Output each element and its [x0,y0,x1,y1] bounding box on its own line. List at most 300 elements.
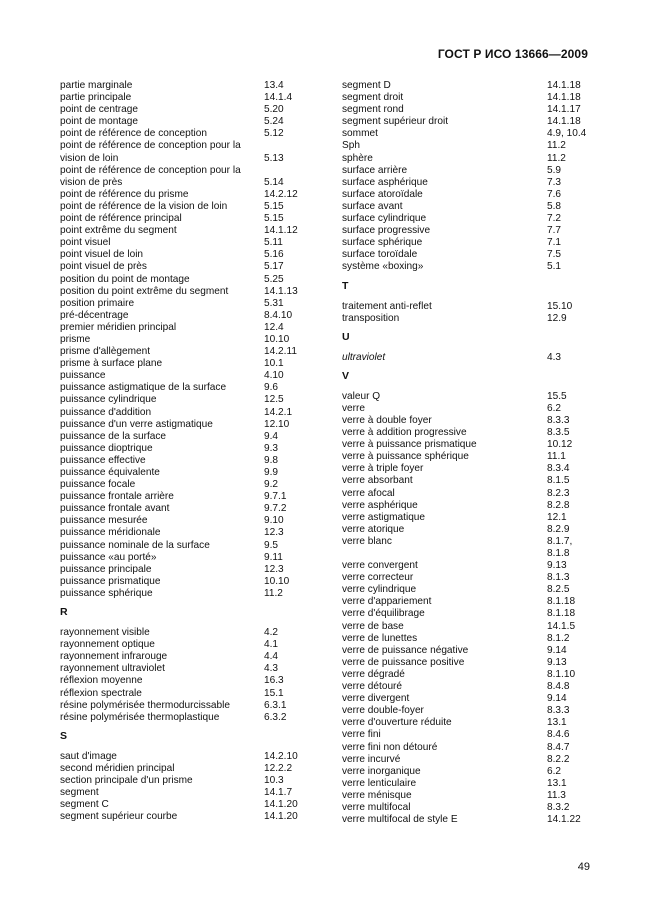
index-reference: 8.3.5 [547,427,570,439]
index-entry [342,645,587,657]
index-entry [342,92,587,104]
index-reference: 9.7.1 [264,491,287,503]
index-entry [60,700,304,712]
index-term: segment [60,787,99,799]
index-entry [60,140,304,164]
index-reference: 14.1.18 [547,116,581,128]
index-entry [60,663,304,675]
index-term: puissance sphérique [60,587,153,599]
index-term: point de référence de la vision de loin [60,200,228,212]
index-term: verre à addition progressive [342,427,467,439]
index-section-letter: U [342,330,350,343]
index-entry [60,189,304,201]
index-reference: 8.4.10 [264,309,293,321]
index-reference: 5.15 [264,200,284,212]
index-term: résine polymérisée thermoplastique [60,711,220,723]
index-section-letter: S [60,729,68,742]
index-reference: 9.14 [547,644,567,656]
index-entry [342,427,587,439]
index-term: point de référence principal [60,213,182,225]
index-term: rayonnement visible [60,627,150,639]
index-term: point extrême du segment [60,225,177,237]
index-reference: 14.1.18 [547,92,581,104]
index-entry [342,80,587,92]
index-reference: 5.24 [264,116,284,128]
index-reference: 11.2 [264,587,283,599]
index-term: segment D [342,80,391,91]
index-reference: 6.3.1 [264,699,287,711]
index-reference: 8.1.2 [547,632,570,644]
index-reference: 14.1.12 [264,225,298,237]
index-reference: 13.1 [547,717,567,729]
index-term: résine polymérisée thermodurcissable [60,699,230,711]
index-reference: 12.10 [264,418,290,430]
index-reference: 11.1 [547,451,566,463]
index-term: partie marginale [60,80,133,91]
index-reference: 5.1 [547,261,562,273]
index-reference: 5.25 [264,273,284,285]
index-reference: 9.10 [264,515,284,527]
index-term [342,548,547,560]
index-reference: 9.8 [264,454,279,466]
index-reference: 5.17 [264,261,284,273]
index-entry [60,491,304,503]
index-term: prisme d'allègement [60,346,151,358]
index-term: verre inorganique [342,765,421,777]
index-reference: 12.2.2 [264,762,293,774]
index-reference: 5.31 [264,297,284,309]
index-entry [60,576,304,588]
index-entry [60,515,304,527]
index-entry [60,503,304,515]
index-reference: 5.15 [264,213,284,225]
index-entry [60,675,304,687]
index-term: puissance [60,370,106,382]
index-reference: 14.1.18 [547,80,581,91]
index-reference: 10.10 [264,575,290,587]
index-term: verre astigmatique [342,511,426,523]
index-reference: 8.4.6 [547,729,570,741]
index-entry [60,775,304,787]
index-entry [342,488,587,500]
index-term: puissance frontale avant [60,503,170,515]
index-term: verre d'ouverture réduite [342,717,452,729]
index-reference: 8.1.3 [547,572,570,584]
index-entry [342,116,587,128]
index-term: verre absorbant [342,475,413,487]
index-reference: 8.3.4 [547,463,570,475]
index-term: traitement anti-reflet [342,300,432,312]
index-entry [342,165,587,177]
index-reference: 8.1.18 [547,596,576,608]
index-entry [342,596,587,608]
index-reference: 14.1.5 [547,620,576,632]
index-term: verre d'équilibrage [342,608,425,620]
index-term: rayonnement infrarouge [60,651,168,663]
index-term: puissance équivalente [60,467,160,478]
index-entry [342,439,587,451]
index-reference: 8.2.9 [547,523,570,535]
index-reference: 7.1 [547,237,562,249]
index-term: surface arrière [342,164,408,176]
index-term: verre de lunettes [342,632,418,644]
index-term: puissance effective [60,454,146,466]
index-entry [342,153,587,165]
index-entry [60,261,304,273]
index-entry [342,391,587,403]
index-term: verre détouré [342,681,403,693]
index-entry [60,787,304,799]
index-term: verre asphérique [342,499,418,511]
index-reference: 14.2.1 [264,406,293,418]
index-reference: 8.3.3 [547,705,570,717]
index-term: segment supérieur courbe [60,811,178,823]
index-term: verre à triple foyer [342,463,424,475]
index-entry [60,382,304,394]
index-reference: 9.13 [547,656,567,668]
index-reference: 8.4.7 [547,741,570,753]
index-reference: 4.1 [264,639,279,651]
index-term: valeur Q [342,390,381,402]
index-term: verre à double foyer [342,414,432,426]
index-entry [342,475,587,487]
index-term: surface asphérique [342,176,428,188]
index-term: puissance mesurée [60,515,148,527]
index-term: point de montage [60,116,139,128]
index-term: point de référence de conception pour la vision de près [60,164,241,188]
index-entry [60,431,304,443]
index-entry [342,729,587,741]
index-reference: 4.3 [264,663,279,675]
index-term: puissance dioptrique [60,442,153,454]
index-term: partie principale [60,92,132,104]
index-reference: 9.4 [264,430,279,442]
index-term: verre lenticulaire [342,777,417,789]
index-reference: 14.1.20 [264,811,298,823]
index-term: puissance prismatique [60,575,161,587]
index-term: puissance frontale arrière [60,491,174,503]
index-reference: 4.3 [547,351,562,363]
index-entry [342,669,587,681]
index-reference: 9.13 [547,560,567,572]
index-entry [60,688,304,700]
index-term: Sph [342,140,360,152]
index-reference: 6.2 [547,765,562,777]
index-reference: 8.1.18 [547,608,576,620]
index-reference: 10.12 [547,439,573,451]
index-entry [60,92,304,104]
index-reference: 4.10 [264,370,284,382]
index-term: verre incurvé [342,753,401,765]
index-term: point de référence de conception pour la vision de loin [60,140,241,164]
index-entry [342,500,587,512]
index-entry [60,455,304,467]
index-reference: 8.1.8 [547,548,570,559]
index-reference: 16.3 [264,675,284,687]
document-header: ГОСТ Р ИСО 13666—2009 [437,47,588,61]
index-entry [342,104,587,116]
index-reference: 8.3.2 [547,801,570,813]
index-entry [342,512,587,524]
index-reference: 14.1.4 [264,92,293,104]
index-term: verre d'appariement [342,596,432,608]
index-reference: 14.1.22 [547,814,581,826]
index-reference: 12.9 [547,312,567,324]
index-entry [342,681,587,693]
index-reference: 12.1 [547,511,567,523]
index-entry [342,742,587,754]
index-term: verre convergent [342,560,418,572]
index-entry [60,346,304,358]
index-term: verre cylindrique [342,584,417,596]
index-reference: 7.6 [547,188,562,200]
index-term: puissance «au porté» [60,551,157,563]
index-reference: 8.1.10 [547,668,576,680]
index-term: segment droit [342,92,404,104]
index-entry [342,415,587,427]
index-entry [342,225,587,237]
index-term: point visuel [60,237,111,249]
index-entry [60,627,304,639]
index-entry [60,527,304,539]
index-reference: 15.10 [547,300,573,312]
index-reference: 9.14 [547,693,567,705]
index-entry [342,403,587,415]
index-entry [342,766,587,778]
index-entry [60,479,304,491]
index-reference: 9.7.2 [264,503,287,515]
index-entry [60,358,304,370]
index-entry [342,778,587,790]
index-reference: 8.2.3 [547,487,570,499]
index-term: surface atoroïdale [342,188,423,200]
index-entry [342,524,587,536]
index-term: surface sphérique [342,237,423,249]
index-entry [342,560,587,572]
index-reference: 8.1.7, [547,535,573,547]
index-entry [60,80,304,92]
index-term: surface toroïdale [342,249,418,261]
index-reference: 5.20 [264,104,284,116]
index-term: verre atorique [342,523,405,535]
index-entry [60,249,304,261]
index-reference: 5.14 [264,176,284,188]
index-entry [342,790,587,802]
index-term: puissance de la surface [60,430,167,442]
index-entry [60,467,304,479]
index-term: réflexion moyenne [60,675,143,687]
index-entry [60,419,304,431]
index-reference: 10.3 [264,774,284,786]
index-term: verre divergent [342,693,410,705]
index-entry [342,584,587,596]
index-entry [60,165,304,189]
index-entry [60,763,304,775]
index-term: point de référence de conception [60,128,208,140]
index-term: second méridien principal [60,762,175,774]
index-term: réflexion spectrale [60,687,142,699]
index-reference: 9.5 [264,539,279,551]
index-term: puissance nominale de la surface [60,539,210,551]
index-entry [60,310,304,322]
index-reference: 5.16 [264,249,284,261]
index-entry [60,213,304,225]
index-reference: 9.3 [264,442,279,454]
index-entry [60,588,304,600]
index-reference: 12.5 [264,394,284,406]
index-entry [60,540,304,552]
index-reference: 8.2.8 [547,499,570,511]
index-entry [342,128,587,140]
index-reference: 10.10 [264,333,290,345]
index-entry [342,201,587,213]
index-reference: 5.11 [264,237,283,249]
index-entry [342,693,587,705]
index-entry [342,814,587,826]
index-reference: 9.6 [264,382,279,394]
index-reference: 6.2 [547,402,562,414]
index-reference: 7.7 [547,225,562,237]
index-entry [342,572,587,584]
index-reference: 12.3 [264,527,284,539]
index-entry [60,286,304,298]
index-column-right [342,80,587,826]
index-term: verre multifocal de style E [342,814,458,826]
index-entry [342,754,587,766]
index-entry [60,407,304,419]
index-reference: 5.9 [547,164,562,176]
index-term: verre dégradé [342,668,405,680]
index-term: surface avant [342,200,403,212]
index-reference: 9.2 [264,479,279,491]
index-term: verre multifocal [342,801,411,813]
index-term: verre de puissance positive [342,656,465,668]
index-reference: 7.5 [547,249,562,261]
index-term: pré-décentrage [60,309,129,321]
index-term: puissance d'addition [60,406,152,418]
index-term: surface progressive [342,225,431,237]
index-term: position primaire [60,297,135,309]
index-reference: 8.2.5 [547,584,570,596]
index-reference: 9.11 [264,551,283,563]
index-entry [60,564,304,576]
index-entry [342,140,587,152]
index-entry [342,237,587,249]
index-entry [60,237,304,249]
index-reference: 14.2.12 [264,188,298,200]
index-reference: 14.1.7 [264,787,293,799]
index-reference: 4.9, 10.4 [547,128,587,140]
index-reference: 4.2 [264,627,279,639]
index-entry [342,451,587,463]
index-reference: 8.4.8 [547,681,570,693]
index-term: rayonnement optique [60,639,155,651]
index-reference: 11.2 [547,152,566,164]
index-term: point de centrage [60,104,139,116]
index-term: verre à puissance prismatique [342,439,477,451]
index-reference: 12.3 [264,563,284,575]
index-entry [342,189,587,201]
index-entry [342,352,587,364]
index-entry [342,313,587,325]
index-entry [60,552,304,564]
index-reference: 10.1 [264,358,284,370]
index-entry [342,213,587,225]
index-term: premier méridien principal [60,321,177,333]
index-entry [60,274,304,286]
index-reference: 7.3 [547,176,562,188]
index-term: sommet [342,128,378,140]
index-term: saut d'image [60,750,117,762]
index-term: système «boxing» [342,261,424,273]
index-entry [342,621,587,633]
index-entry [60,322,304,334]
index-term: verre correcteur [342,572,414,584]
index-reference: 14.1.13 [264,285,298,297]
index-entry [342,463,587,475]
index-entry [60,116,304,128]
index-entry [342,301,587,313]
index-reference: 6.3.2 [264,711,287,723]
index-reference: 8.3.3 [547,414,570,426]
index-term: transposition [342,312,400,324]
index-entry [342,261,587,273]
index-reference: 9.9 [264,467,279,478]
index-reference: 11.3 [547,789,566,801]
index-term: verre à puissance sphérique [342,451,469,463]
index-reference: 13.1 [547,777,567,789]
index-reference: 14.1.17 [547,104,581,116]
index-entry [342,177,587,189]
page-number: 49 [577,861,590,873]
index-term: puissance principale [60,563,152,575]
index-section-letter: V [342,369,350,382]
index-term: verre fini non détouré [342,741,438,753]
index-term: sphère [342,152,373,164]
index-reference: 7.2 [547,213,562,225]
index-term: verre de puissance négative [342,644,469,656]
index-term: rayonnement ultraviolet [60,663,165,675]
index-entry [60,394,304,406]
index-entry [60,370,304,382]
index-entry [342,608,587,620]
index-entry [60,639,304,651]
index-reference: 8.2.2 [547,753,570,765]
index-entry [60,201,304,213]
index-entry [60,443,304,455]
index-reference: 13.4 [264,80,284,91]
index-term: prisme à surface plane [60,358,163,370]
index-term: verre [342,402,365,414]
index-term: segment supérieur droit [342,116,449,128]
index-term: verre double-foyer [342,705,424,717]
index-term: puissance astigmatique de la surface [60,382,227,394]
index-entry [342,657,587,669]
index-entry [342,802,587,814]
index-reference: 15.1 [264,687,284,699]
index-term: prisme [60,333,91,345]
index-entry [342,633,587,645]
index-term: surface cylindrique [342,213,427,225]
index-term: position du point de montage [60,273,190,285]
index-entry [60,104,304,116]
index-term: verre blanc [342,535,392,547]
index-term: verre ménisque [342,789,412,801]
index-entry [342,249,587,261]
index-entry [60,225,304,237]
index-term: verre afocal [342,487,395,499]
index-entry [60,751,304,763]
